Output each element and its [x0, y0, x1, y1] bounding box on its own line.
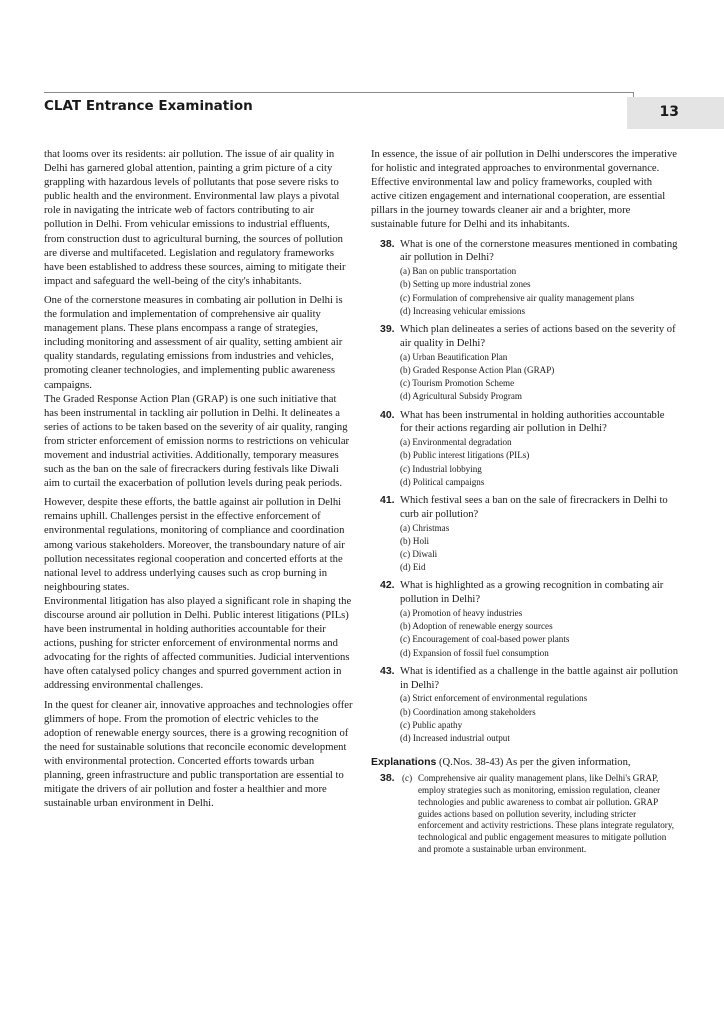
question-text: What is one of the cornerstone measures mentioned in combating air pollution in Delhi?	[400, 238, 678, 264]
question-42	[371, 579, 678, 659]
question-number: 38.	[380, 237, 395, 250]
question-number: 42.	[380, 579, 395, 592]
answer-option: (b) Holi	[400, 535, 430, 546]
question-text: What has been instrumental in holding authorities accountable for their actions regarding air pollution in Delhi?	[400, 409, 665, 435]
answer-option: (d) Increased industrial output	[400, 733, 510, 744]
explanation-answer: (c)	[402, 773, 413, 784]
explanation-38	[371, 773, 678, 856]
question-stem	[371, 579, 678, 607]
answer-option: (d) Expansion of fossil fuel consumption	[400, 647, 549, 658]
question-number: 41.	[380, 494, 395, 507]
question-stem	[371, 409, 678, 437]
answer-option: (a) Promotion of heavy industries	[400, 608, 523, 619]
answer-option: (b) Graded Response Action Plan (GRAP)	[400, 365, 555, 376]
answer-option: (d) Political campaigns	[400, 476, 485, 487]
question-39	[371, 323, 678, 403]
question-stem	[371, 323, 678, 351]
question-number: 39.	[380, 323, 395, 336]
question-text: What is highlighted as a growing recognition in combating air pollution in Delhi?	[400, 580, 664, 606]
explanation-text: Comprehensive air quality management plans, like Delhi's GRAP, employ strategies such as monitoring, emission regulation, cleaner technologies and public awareness to combat air pollution. GRAP guides actions based on pollution severity, including stricter enforcement and activity restrictions. These plans integrate regulatory, technological and public engagement measures to mitigate pollution and promote a sustainable urban environment.	[418, 773, 675, 855]
question-text: What is identified as a challenge in the battle against air pollution in Delhi?	[400, 665, 678, 691]
question-number: 43.	[380, 664, 395, 677]
page-number-box	[627, 97, 724, 129]
question-stem	[371, 665, 678, 693]
answer-option: (d) Increasing vehicular emissions	[400, 306, 525, 317]
explanation-number: 38.	[380, 772, 395, 785]
answer-option: (c) Formulation of comprehensive air quality management plans	[400, 292, 635, 303]
answer-option: (d) Agricultural Subsidy Program	[400, 391, 522, 402]
question-stem	[371, 494, 678, 522]
answer-option: (a) Environmental degradation	[400, 437, 512, 448]
answer-option: (a) Christmas	[400, 522, 450, 533]
passage-paragraph: that looms over its residents: air pollution. The issue of air quality in Delhi has garnered global attention, painting a grim picture of a city grappling with hazardous levels of pollutants that pose severe risks to public health and the environment. Environmental law plays a pivotal role in navigating the intricate web of factors contributing to air pollution in Delhi. From vehicular emissions to industrial effluents, from construction dust to agricultural burning, the sources of pollution are diverse and multifaceted. Legislation and regulatory frameworks have been established to address these sources, aiming to mitigate their impact and safeguard the well-being of the city's inhabitants.	[44, 149, 346, 287]
answer-option: (c) Industrial lobbying	[400, 463, 482, 474]
question-number: 40.	[380, 408, 395, 421]
answer-option: (a) Strict enforcement of environmental regulations	[400, 693, 588, 704]
answer-option: (b) Setting up more industrial zones	[400, 279, 531, 290]
question-43	[371, 665, 678, 745]
question-40	[371, 409, 678, 489]
question-text: Which plan delineates a series of actions based on the severity of air quality in Delhi?	[400, 324, 676, 350]
answer-option: (d) Eid	[400, 562, 426, 573]
answer-option: (c) Tourism Promotion Scheme	[400, 378, 515, 389]
question-text: Which festival sees a ban on the sale of firecrackers in Delhi to curb air pollution?	[400, 495, 668, 520]
question-38	[371, 238, 678, 319]
page-number: 13	[659, 104, 679, 120]
answer-option: (c) Diwali	[400, 549, 438, 560]
answer-option: (b) Public interest litigations (PILs)	[400, 450, 530, 461]
answer-option: (b) Adoption of renewable energy sources	[400, 621, 553, 632]
right-column	[371, 148, 678, 856]
explanations-intro: (Q.Nos. 38-43) As per the given information,	[436, 757, 631, 769]
answer-option: (c) Encouragement of coal-based power plants	[400, 634, 570, 645]
answer-option: (a) Urban Beautification Plan	[400, 351, 508, 362]
passage-paragraph: However, despite these efforts, the battle against air pollution in Delhi remains uphill. Challenges persist in the effective enforcement of environmental regulations, monitoring of compliance and coordination among various stakeholders. Moreover, the transboundary nature of air pollution necessitates regional cooperation and concerted efforts at the national level to address underlying causes such as crop burning in neighbouring states. Environmental litigation has also played a significant role in shaping the discourse around air pollution in Delhi. Public interest litigations (PILs) have been instrumental in holding authorities accountable for their actions, pushing for stricter enforcement of environmental norms and advocating for the rights of affected communities. Judicial interventions have often catalysed policy changes and spurred government action in addressing environmental challenges.	[44, 497, 352, 692]
explanations-label: Explanations	[371, 756, 437, 769]
passage-paragraph: In the quest for cleaner air, innovative approaches and technologies offer glimmers of hope. From the promotion of electric vehicles to the adoption of renewable energy sources, there is a growing recognition of the need for sustainable solutions that reconcile economic development with environmental protection. Concerted efforts towards urban planning, green infrastructure and public transportation are essential to mitigate the drivers of air pollution and foster a healthier and more sustainable urban environment in Delhi.	[44, 699, 353, 810]
running-header-title: CLAT Entrance Examination	[44, 98, 253, 114]
left-column	[44, 148, 353, 816]
question-stem	[371, 238, 678, 266]
answer-option: (c) Public apathy	[400, 719, 463, 730]
header-rule	[44, 92, 634, 93]
answer-option: (a) Ban on public transportation	[400, 266, 517, 277]
question-41	[371, 494, 678, 574]
passage-conclusion: In essence, the issue of air pollution in Delhi underscores the imperative for holistic and integrated approaches to environmental governance. Effective environmental law and policy frameworks, coupled with active citizen engagement and international cooperation, are essential pillars in the journey towards cleaner air and a brighter, more sustainable future for Delhi and its inhabitants.	[371, 149, 677, 231]
explanations-heading	[371, 755, 678, 770]
passage-paragraph: One of the cornerstone measures in combating air pollution in Delhi is the formulation and implementation of comprehensive air quality management plans. These plans encompass a range of strategies, including monitoring and assessment of air quality, setting ambient air quality standards, regulating emissions from industries and vehicles, promoting cleaner technologies, and implementing public awareness campaigns. The Graded Response Action Plan (GRAP) is one such initiative that has been instrumental in tackling air pollution in Delhi. It delineates a series of actions to be taken based on the severity of air quality, ranging from stricter enforcement of emission norms to restrictions on vehicular movement and industrial activities. Additionally, temporary measures such as the ban on the sale of firecrackers during festivals like Diwali aim to curtail the exacerbation of pollution levels during peak periods.	[44, 294, 350, 490]
answer-option: (b) Coordination among stakeholders	[400, 706, 536, 717]
